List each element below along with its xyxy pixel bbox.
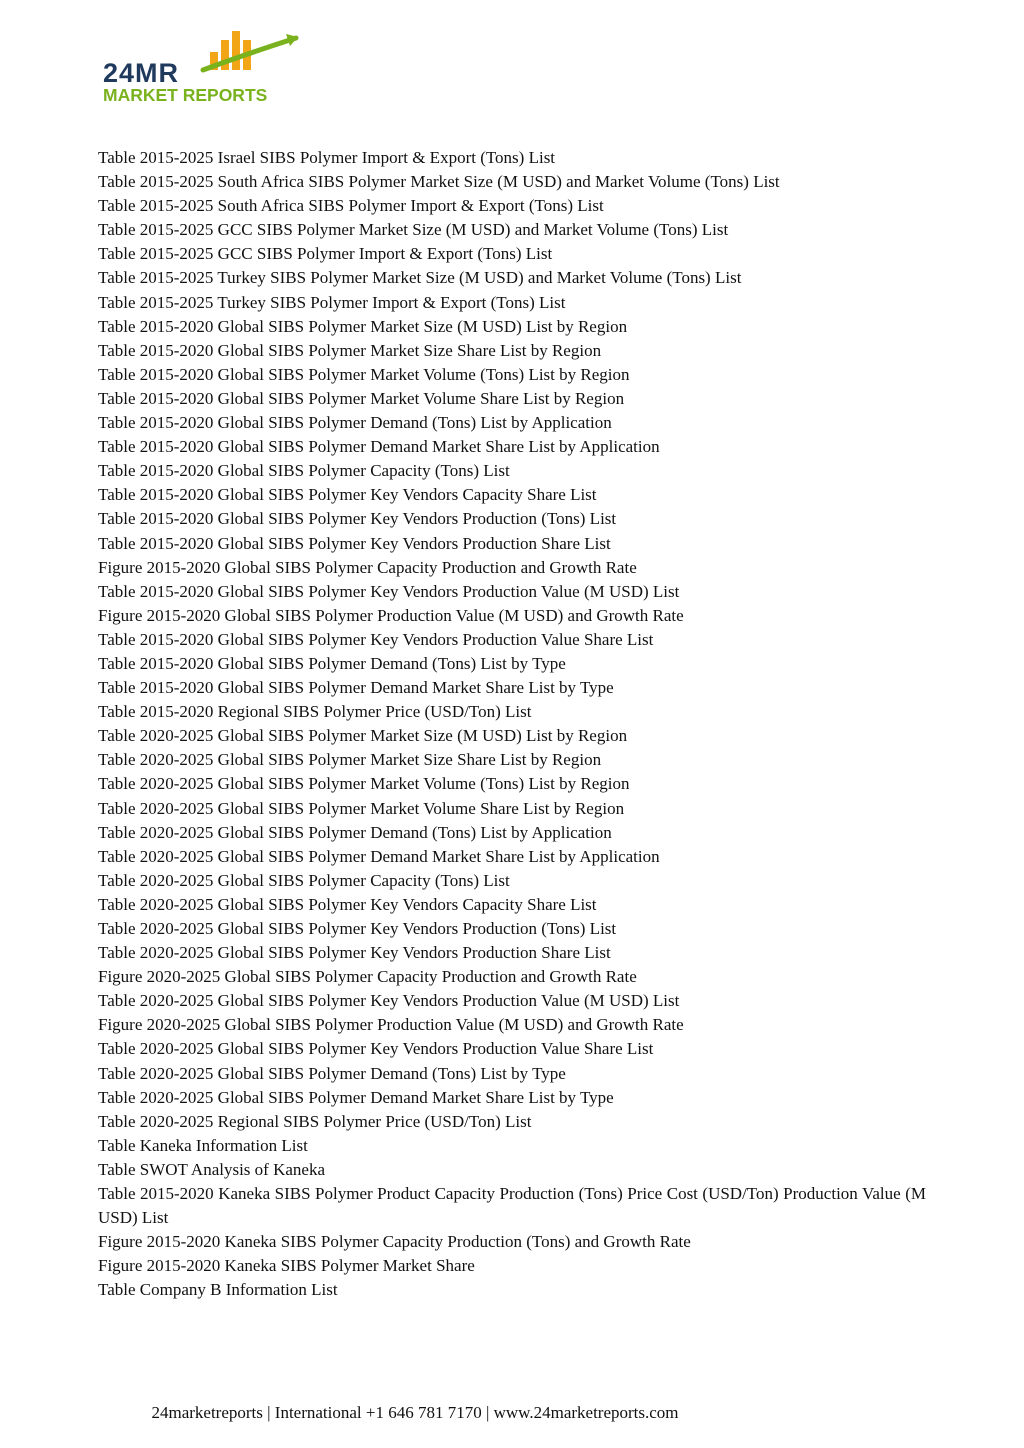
list-item: Table 2015-2025 South Africa SIBS Polymer Market Size (M USD) and Market Volume (Tons) List	[98, 172, 780, 192]
list-item: Table 2015-2025 GCC SIBS Polymer Import & Export (Tons) List	[98, 244, 553, 264]
list-item: Table 2015-2020 Kaneka SIBS Polymer Product Capacity Production (Tons) Price Cost (USD/Ton) Production Value (M USD) List	[98, 1184, 926, 1228]
list-item: Table 2020-2025 Global SIBS Polymer Key Vendors Production Value Share List	[98, 1039, 654, 1059]
list-item: Table 2015-2020 Global SIBS Polymer Market Size (M USD) List by Region	[98, 316, 628, 336]
list-item: Table 2015-2020 Global SIBS Polymer Market Size Share List by Region	[98, 340, 602, 360]
list-item: Table 2015-2020 Global SIBS Polymer Demand Market Share List by Type	[98, 678, 614, 698]
list-item: Table 2020-2025 Global SIBS Polymer Key Vendors Production Share List	[98, 943, 611, 963]
list-item: Table 2020-2025 Global SIBS Polymer Market Volume Share List by Region	[98, 798, 625, 818]
logo-line-1: 24MR	[103, 58, 180, 88]
list-item: Table 2015-2020 Global SIBS Polymer Key Vendors Capacity Share List	[98, 485, 597, 505]
list-item: Table Kaneka Information List	[98, 1135, 308, 1155]
page-footer: 24marketreports | International +1 646 781 7170 | www.24marketreports.com	[151, 1403, 679, 1422]
list-item: Figure 2015-2020 Global SIBS Polymer Capacity Production and Growth Rate	[98, 557, 637, 577]
list-item: Table 2020-2025 Global SIBS Polymer Market Volume (Tons) List by Region	[98, 774, 630, 794]
list-item: Table SWOT Analysis of Kaneka	[98, 1159, 326, 1179]
list-item: Figure 2015-2020 Kaneka SIBS Polymer Capacity Production (Tons) and Growth Rate	[98, 1232, 691, 1252]
list-item: Figure 2015-2020 Kaneka SIBS Polymer Market Share	[98, 1256, 475, 1276]
list-item: Table 2015-2020 Global SIBS Polymer Market Volume (Tons) List by Region	[98, 364, 630, 384]
list-item: Table 2015-2020 Global SIBS Polymer Key Vendors Production (Tons) List	[98, 509, 617, 529]
list-item: Table 2015-2020 Global SIBS Polymer Capacity (Tons) List	[98, 461, 510, 481]
list-item: Table 2015-2020 Global SIBS Polymer Key Vendors Production Share List	[98, 533, 611, 553]
list-item: Table 2015-2025 Israel SIBS Polymer Import & Export (Tons) List	[98, 148, 556, 167]
list-item: Table 2015-2025 Turkey SIBS Polymer Market Size (M USD) and Market Volume (Tons) List	[98, 268, 742, 288]
list-item: Table 2015-2020 Global SIBS Polymer Demand (Tons) List by Application	[98, 413, 612, 433]
list-item: Table 2020-2025 Global SIBS Polymer Demand Market Share List by Application	[98, 846, 660, 866]
list-item: Table 2015-2025 South Africa SIBS Polymer Import & Export (Tons) List	[98, 196, 604, 216]
list-item: Table 2020-2025 Global SIBS Polymer Key Vendors Capacity Share List	[98, 894, 597, 914]
list-item: Table 2020-2025 Global SIBS Polymer Demand Market Share List by Type	[98, 1087, 614, 1107]
list-item: Table 2015-2020 Global SIBS Polymer Demand (Tons) List by Type	[98, 653, 566, 673]
table-of-figures-list	[98, 146, 926, 1303]
list-item: Figure 2015-2020 Global SIBS Polymer Production Value (M USD) and Growth Rate	[98, 605, 684, 625]
logo-line-2: MARKET REPORTS	[103, 85, 268, 105]
list-item: Table 2020-2025 Global SIBS Polymer Demand (Tons) List by Type	[98, 1063, 566, 1083]
list-item: Table 2015-2025 Turkey SIBS Polymer Import & Export (Tons) List	[98, 292, 566, 312]
list-item: Table 2015-2025 GCC SIBS Polymer Market Size (M USD) and Market Volume (Tons) List	[98, 220, 729, 240]
list-item: Table 2020-2025 Global SIBS Polymer Key Vendors Production (Tons) List	[98, 919, 617, 938]
list-item: Table 2015-2020 Global SIBS Polymer Key Vendors Production Value Share List	[98, 629, 654, 649]
list-item: Table 2020-2025 Global SIBS Polymer Market Size Share List by Region	[98, 750, 602, 770]
list-item: Table 2015-2020 Global SIBS Polymer Demand Market Share List by Application	[98, 437, 660, 457]
company-logo	[100, 26, 305, 108]
list-item: Figure 2020-2025 Global SIBS Polymer Production Value (M USD) and Growth Rate	[98, 1015, 684, 1035]
list-item: Table 2020-2025 Global SIBS Polymer Capacity (Tons) List	[98, 870, 510, 890]
list-item: Figure 2020-2025 Global SIBS Polymer Capacity Production and Growth Rate	[98, 967, 637, 987]
list-item: Table 2020-2025 Global SIBS Polymer Key Vendors Production Value (M USD) List	[98, 991, 680, 1011]
list-item: Table 2020-2025 Regional SIBS Polymer Price (USD/Ton) List	[98, 1111, 532, 1131]
list-item: Table 2015-2020 Regional SIBS Polymer Price (USD/Ton) List	[98, 702, 532, 722]
list-item: Table 2015-2020 Global SIBS Polymer Market Volume Share List by Region	[98, 388, 625, 408]
list-item: Table 2020-2025 Global SIBS Polymer Market Size (M USD) List by Region	[98, 726, 628, 746]
list-item: Table Company B Information List	[98, 1280, 338, 1300]
list-item: Table 2020-2025 Global SIBS Polymer Demand (Tons) List by Application	[98, 822, 612, 842]
list-item: Table 2015-2020 Global SIBS Polymer Key Vendors Production Value (M USD) List	[98, 581, 680, 601]
